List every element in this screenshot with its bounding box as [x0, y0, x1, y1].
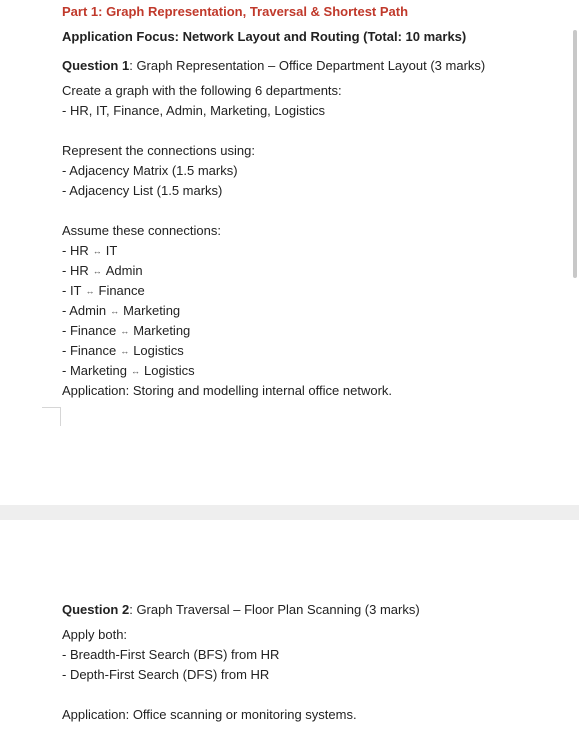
scrollbar-thumb[interactable]	[573, 30, 577, 278]
connection-to: Marketing	[123, 303, 181, 318]
create-graph-text: Create a graph with the following 6 departments:	[62, 83, 342, 98]
connection-to: IT	[105, 243, 118, 258]
connection-item	[62, 363, 195, 379]
question-1-title: Graph Representation –	[136, 58, 276, 73]
connection-item	[62, 343, 184, 359]
bidirectional-arrow-icon: ↔	[120, 346, 130, 356]
question-1-application: Application: Storing and modelling internal office network.	[62, 383, 393, 398]
adjacency-matrix-item: - Adjacency Matrix (1.5 marks)	[62, 163, 238, 178]
connection-from: - IT	[62, 283, 82, 298]
bidirectional-arrow-icon: ↔	[131, 366, 141, 376]
connection-item	[62, 283, 145, 299]
question-2-rest: Floor Plan Scanning (3 marks)	[244, 602, 420, 617]
connection-from: - HR	[62, 263, 89, 278]
question-2-label: Question 2	[62, 602, 130, 617]
bidirectional-arrow-icon: ↔	[120, 326, 130, 336]
question-1-heading	[62, 58, 485, 74]
connection-to: Logistics	[133, 343, 184, 358]
bidirectional-arrow-icon: ↔	[92, 246, 102, 256]
connection-to: Logistics	[144, 363, 195, 378]
bidirectional-arrow-icon: ↔	[85, 286, 95, 296]
connection-from: - Admin	[62, 303, 107, 318]
question-1-label: Question 1	[62, 58, 130, 73]
question-2-title: Graph Traversal –	[136, 602, 241, 617]
connection-item	[62, 263, 143, 279]
connection-from: - Finance	[62, 323, 117, 338]
connection-item	[62, 323, 190, 339]
dfs-item: - Depth-First Search (DFS) from HR	[62, 667, 270, 682]
connection-to: Finance	[98, 283, 145, 298]
document-page-2	[0, 520, 579, 752]
connection-from: - HR	[62, 243, 89, 258]
question-2-colon: :	[129, 602, 133, 617]
page-gap	[0, 505, 579, 520]
assume-connections-text: Assume these connections:	[62, 223, 221, 238]
part-title: Part 1: Graph Representation, Traversal & Shortest Path	[62, 4, 409, 19]
bidirectional-arrow-icon: ↔	[110, 306, 120, 316]
page-margin-marker	[42, 407, 61, 426]
connection-item	[62, 303, 180, 319]
bidirectional-arrow-icon: ↔	[92, 266, 102, 276]
question-1-colon: :	[129, 58, 133, 73]
application-focus: Application Focus: Network Layout and Routing (Total: 10 marks)	[62, 29, 467, 44]
question-2-heading	[62, 602, 420, 618]
connection-item	[62, 243, 117, 259]
connection-from: - Marketing	[62, 363, 128, 378]
connection-from: - Finance	[62, 343, 117, 358]
connection-to: Admin	[105, 263, 143, 278]
bfs-item: - Breadth-First Search (BFS) from HR	[62, 647, 280, 662]
apply-both-text: Apply both:	[62, 627, 128, 642]
departments-list: - HR, IT, Finance, Admin, Marketing, Logistics	[62, 103, 325, 118]
question-1-rest: Office Department Layout (3 marks)	[278, 58, 486, 73]
represent-text: Represent the connections using:	[62, 143, 255, 158]
question-2-application: Application: Office scanning or monitoring systems.	[62, 707, 357, 722]
connection-to: Marketing	[133, 323, 191, 338]
adjacency-list-item: - Adjacency List (1.5 marks)	[62, 183, 223, 198]
